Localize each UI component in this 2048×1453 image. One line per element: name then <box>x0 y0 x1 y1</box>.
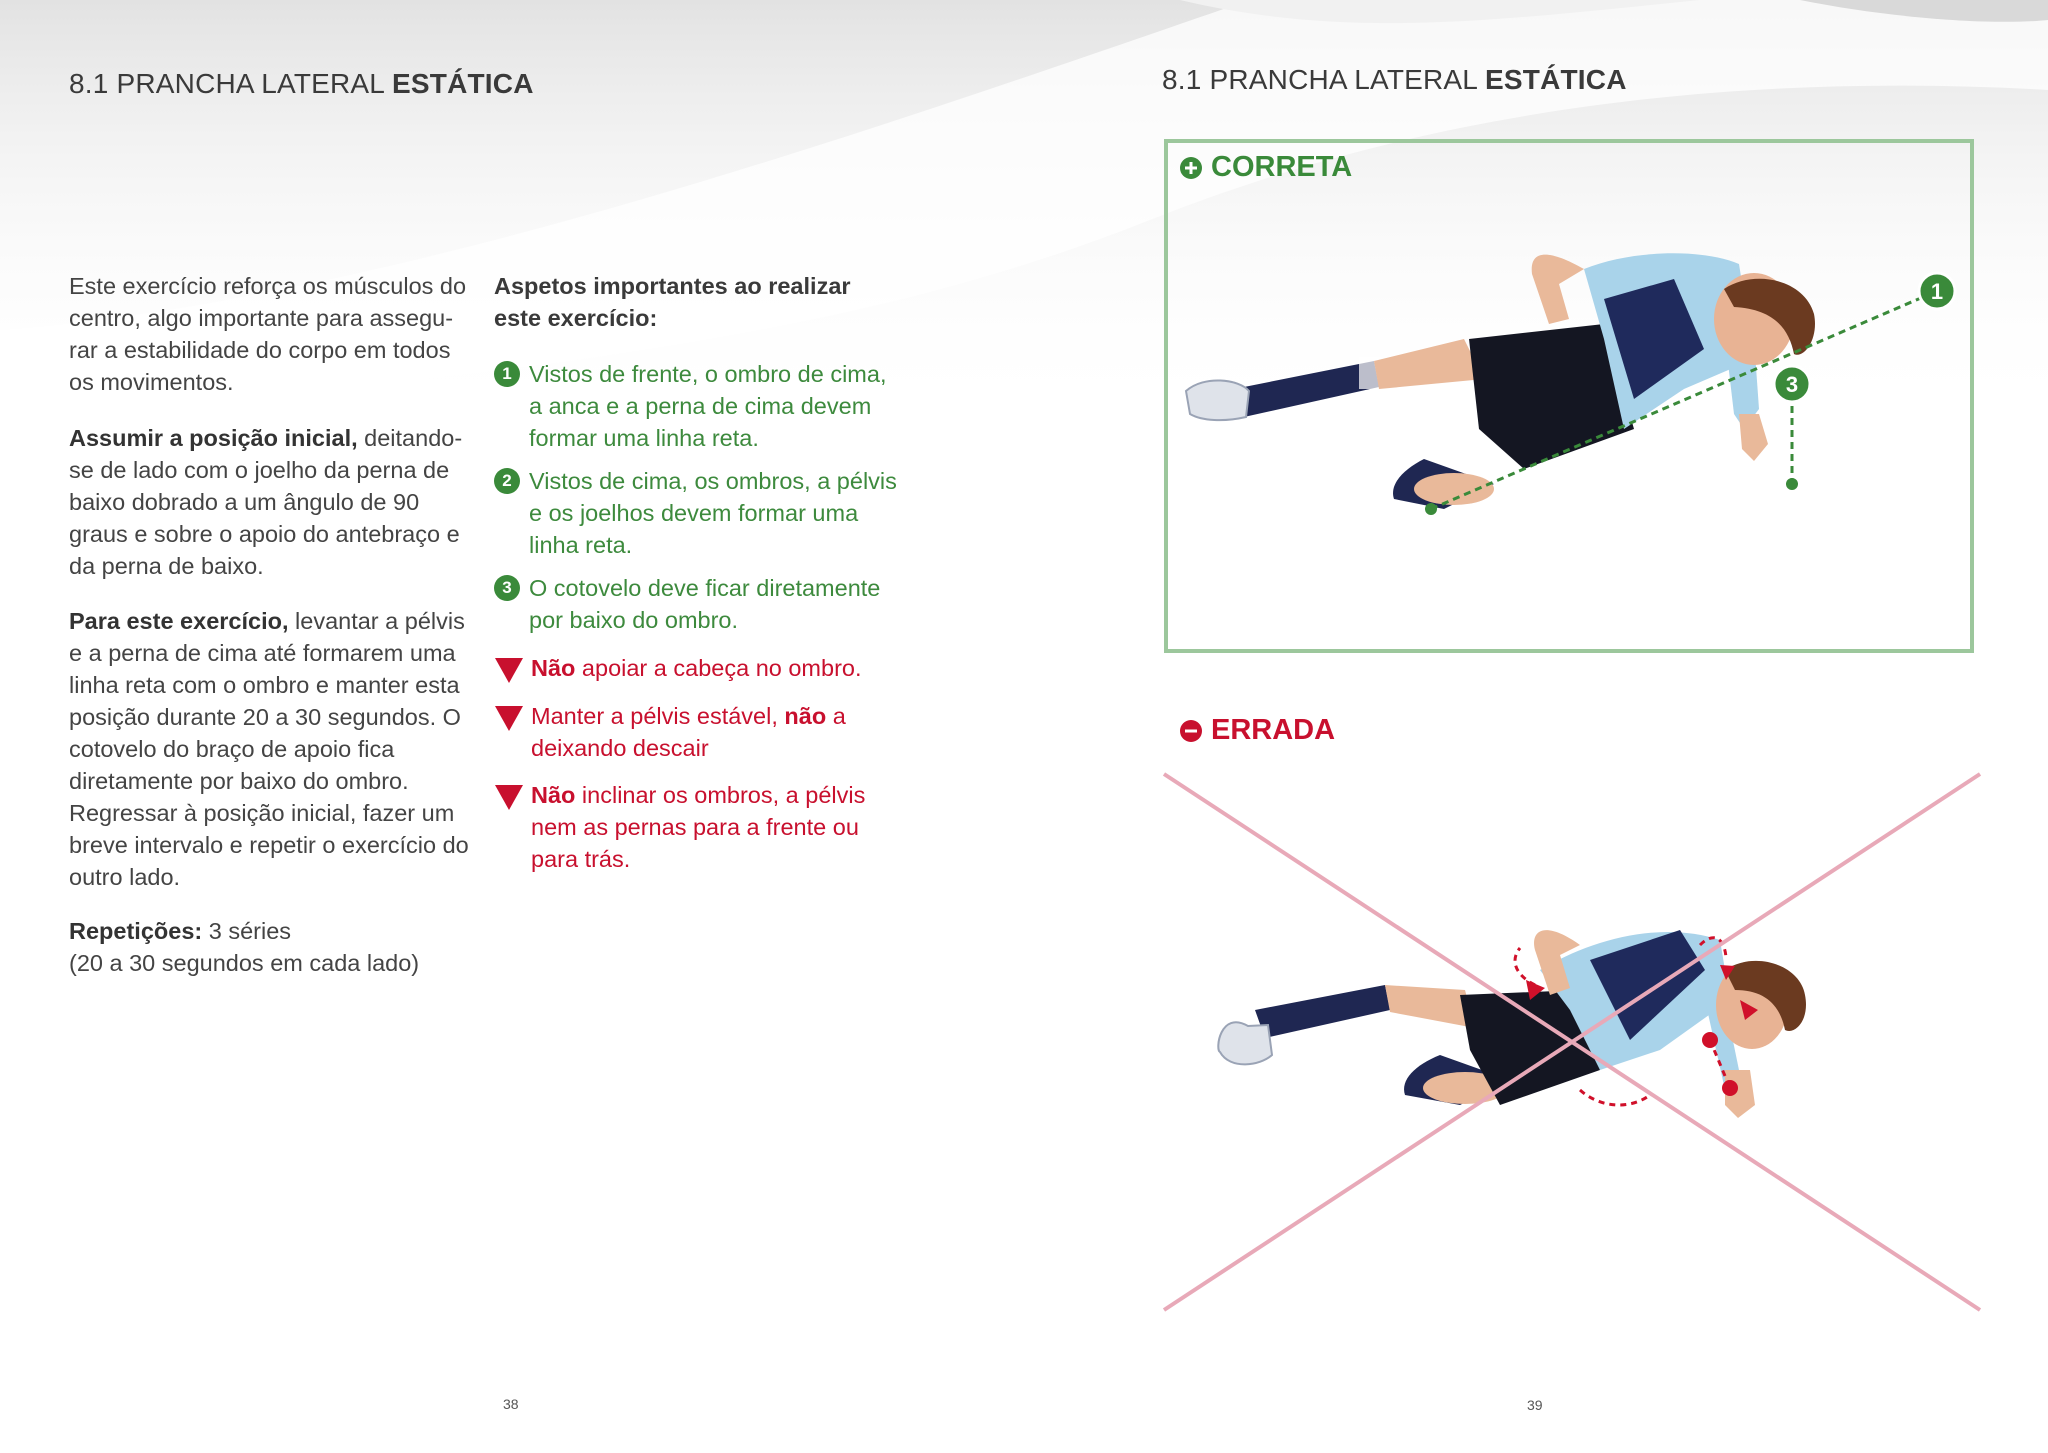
left-page-number: 38 <box>503 1396 519 1412</box>
right-page-number: 39 <box>1527 1397 1543 1413</box>
svg-text:1: 1 <box>1930 279 1944 304</box>
marker-3-badge <box>1774 366 1810 402</box>
correct-plank-figure <box>1164 139 1974 653</box>
number-badge-icon: 1 <box>494 361 520 387</box>
warning-2: Manter a pélvis estável, não a deixando descair <box>494 700 904 764</box>
intro-paragraph: Este exercício reforça os músculos do centro, algo importante para assegurar a estabilidade do corpo em todos os movimentos. <box>69 273 467 395</box>
warning-triangle-icon <box>494 655 524 685</box>
minus-circle-icon <box>1179 719 1203 743</box>
correct-point-2: 2 Vistos de cima, os ombros, a pélvis e os joelhos devem formar uma linha reta. <box>494 465 904 561</box>
wrong-label: ERRADA <box>1179 714 1335 747</box>
number-badge-icon: 3 <box>494 575 520 601</box>
warning-triangle-icon <box>494 703 524 733</box>
svg-text:3: 3 <box>1785 372 1799 397</box>
warning-1: Não apoiar a cabeça no ombro. <box>494 652 904 684</box>
left-page-title: 8.1 PRANCHA LATERAL ESTÁTICA <box>69 68 534 99</box>
start-position-paragraph: Assumir a posição inicial, deitando-se de lado com o joelho da perna de baixo dobrado a um ângulo de 90 graus e sobre o apoio do antebraço e da perna de baixo. <box>69 425 463 579</box>
correct-point-1: 1 Vistos de frente, o ombro de cima, a anca e a perna de cima devem formar uma linha reta. <box>494 358 904 454</box>
right-page-title: 8.1 PRANCHA LATERAL ESTÁTICA <box>1162 64 1627 95</box>
correct-point-3: 3 O cotovelo deve ficar diretamente por baixo do ombro. <box>494 572 904 636</box>
warning-3: Não inclinar os ombros, a pélvis nem as pernas para a frente ou para trás. <box>494 779 904 875</box>
repetitions-paragraph: Repetições: 3 séries (20 a 30 segundos em cada lado) <box>69 918 420 976</box>
warning-triangle-icon <box>494 782 524 812</box>
marker-1-badge <box>1919 273 1955 309</box>
correct-label: CORRETA <box>1179 151 1352 184</box>
wrong-plank-figure <box>1160 770 1985 1315</box>
number-badge-icon: 2 <box>494 468 520 494</box>
exercise-paragraph: Para este exercício, levantar a pélvis e a perna de cima até formarem uma linha reta com o ombro e manter esta posição durante 20 a 30 segundos. O cotovelo do braço de apoio fica diretamente por baixo do ombro. Regressar à posição inicial, fazer um breve intervalo e repetir o exercício do outro lado. <box>69 608 469 890</box>
aspects-heading: Aspetos importantes ao realizar este exercício: <box>494 273 851 331</box>
